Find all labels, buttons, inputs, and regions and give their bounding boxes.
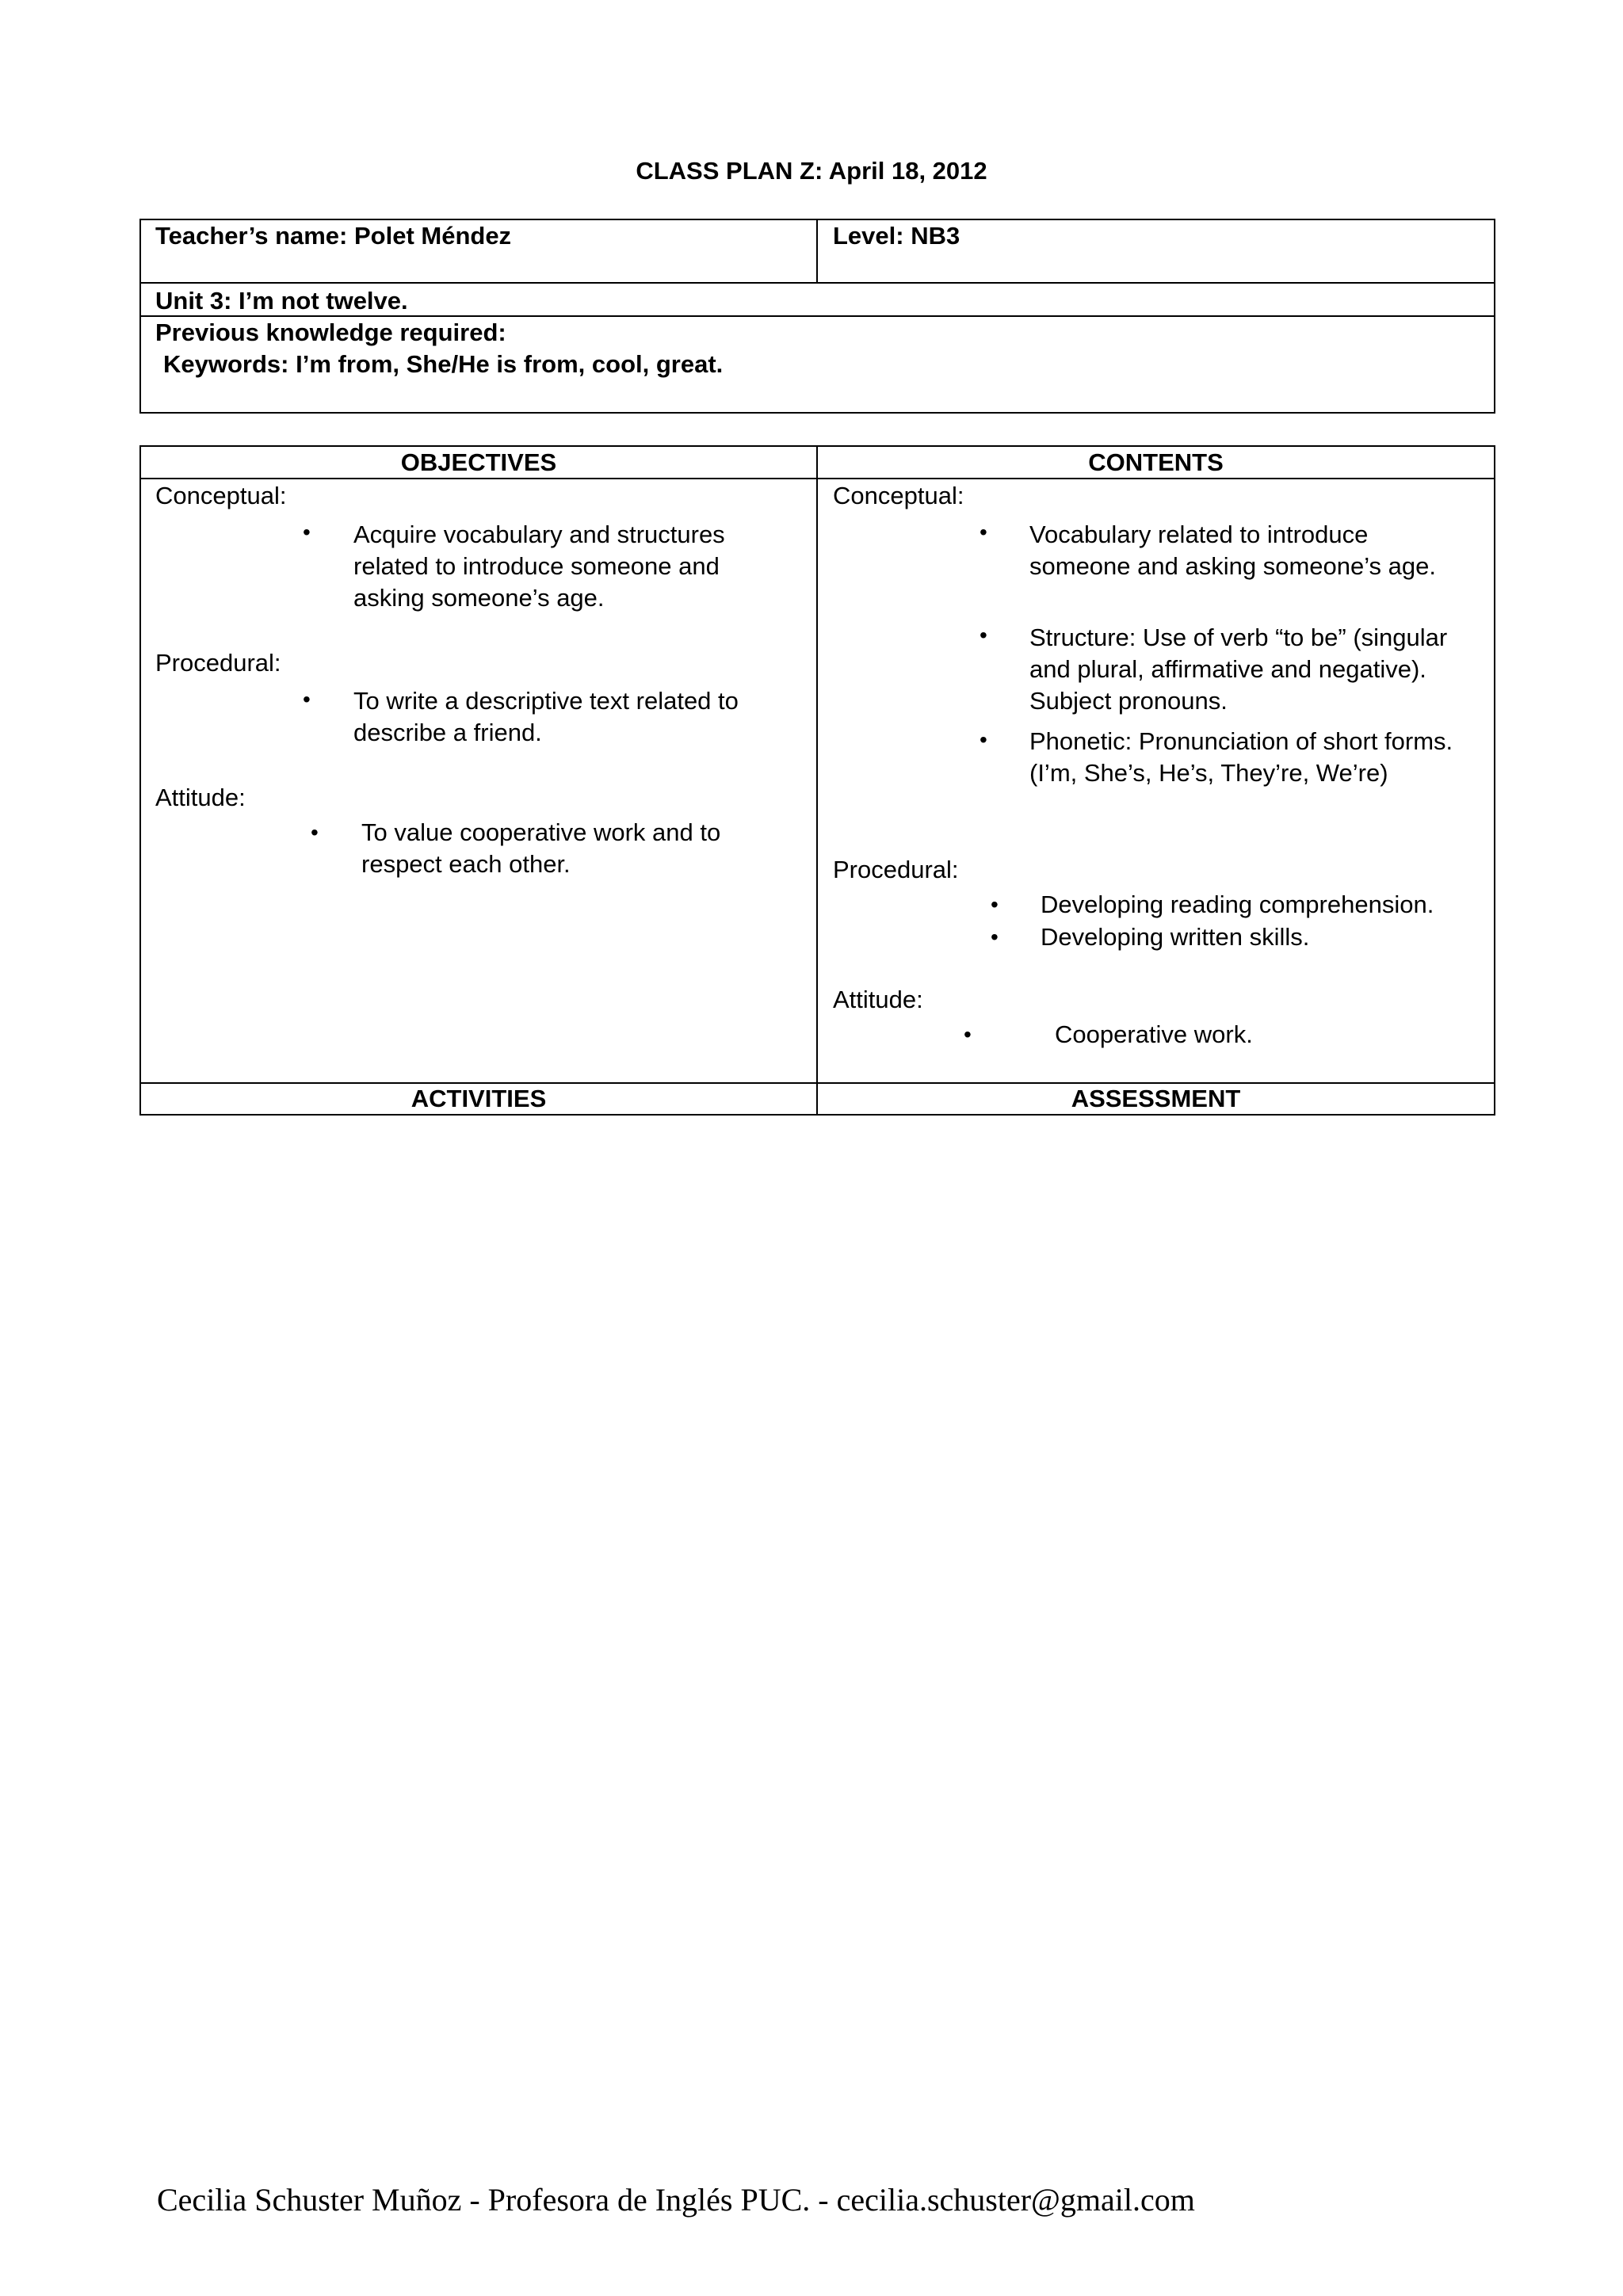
- objectives-attitude-item: To value cooperative work and to respect each other.: [361, 818, 721, 878]
- level: Level: NB3: [833, 222, 960, 250]
- page-title: CLASS PLAN Z: April 18, 2012: [636, 157, 987, 185]
- plan-divider-vertical: [816, 445, 818, 1116]
- contents-heading: CONTENTS: [1088, 448, 1224, 476]
- previous-knowledge-label: Previous knowledge required:: [155, 318, 506, 346]
- objectives-conceptual-label: Conceptual:: [155, 482, 287, 509]
- objectives-conceptual-item: Acquire vocabulary and structures related to introduce someone and asking someone’s age.: [353, 521, 725, 612]
- unit-title: Unit 3: I’m not twelve.: [155, 287, 408, 315]
- footer-signature: Cecilia Schuster Muñoz - Profesora de Inglés PUC. - cecilia.schuster@gmail.com: [157, 2182, 1195, 2218]
- bullet-icon: •: [980, 727, 987, 752]
- objectives-procedural-label: Procedural:: [155, 649, 281, 677]
- keywords: Keywords: I’m from, She/He is from, cool, great.: [163, 350, 724, 378]
- objectives-attitude-label: Attitude:: [155, 784, 246, 811]
- contents-conceptual-label: Conceptual:: [833, 482, 964, 509]
- bullet-icon: •: [303, 520, 311, 544]
- teacher-name: Teacher’s name: Polet Méndez: [155, 222, 512, 250]
- contents-procedural-item: Developing written skills.: [1041, 923, 1310, 951]
- contents-conceptual-item: Phonetic: Pronunciation of short forms. (I’m, She’s, He’s, They’re, We’re): [1029, 727, 1453, 787]
- contents-attitude-item: Cooperative work.: [1055, 1020, 1253, 1048]
- bullet-icon: •: [980, 623, 987, 647]
- activities-heading: ACTIVITIES: [411, 1085, 547, 1112]
- header-divider-vertical: [816, 219, 818, 284]
- bullet-icon: •: [991, 925, 999, 949]
- objectives-procedural-item: To write a descriptive text related to describe a friend.: [353, 687, 739, 746]
- contents-conceptual-item: Vocabulary related to introduce someone and asking someone’s age.: [1029, 521, 1436, 580]
- bullet-icon: •: [980, 520, 987, 544]
- bullet-icon: •: [311, 820, 319, 845]
- contents-conceptual-item: Structure: Use of verb “to be” (singular and plural, affirmative and negative). Subject pronouns.: [1029, 624, 1448, 715]
- bullet-icon: •: [303, 687, 311, 711]
- header-divider-row1: [139, 282, 1495, 284]
- bullet-icon: •: [964, 1022, 972, 1047]
- contents-procedural-item: Developing reading comprehension.: [1041, 891, 1434, 918]
- contents-procedural-label: Procedural:: [833, 856, 959, 883]
- bullet-icon: •: [991, 892, 999, 917]
- contents-attitude-label: Attitude:: [833, 986, 923, 1013]
- objectives-heading: OBJECTIVES: [400, 448, 557, 476]
- assessment-heading: ASSESSMENT: [1071, 1085, 1241, 1112]
